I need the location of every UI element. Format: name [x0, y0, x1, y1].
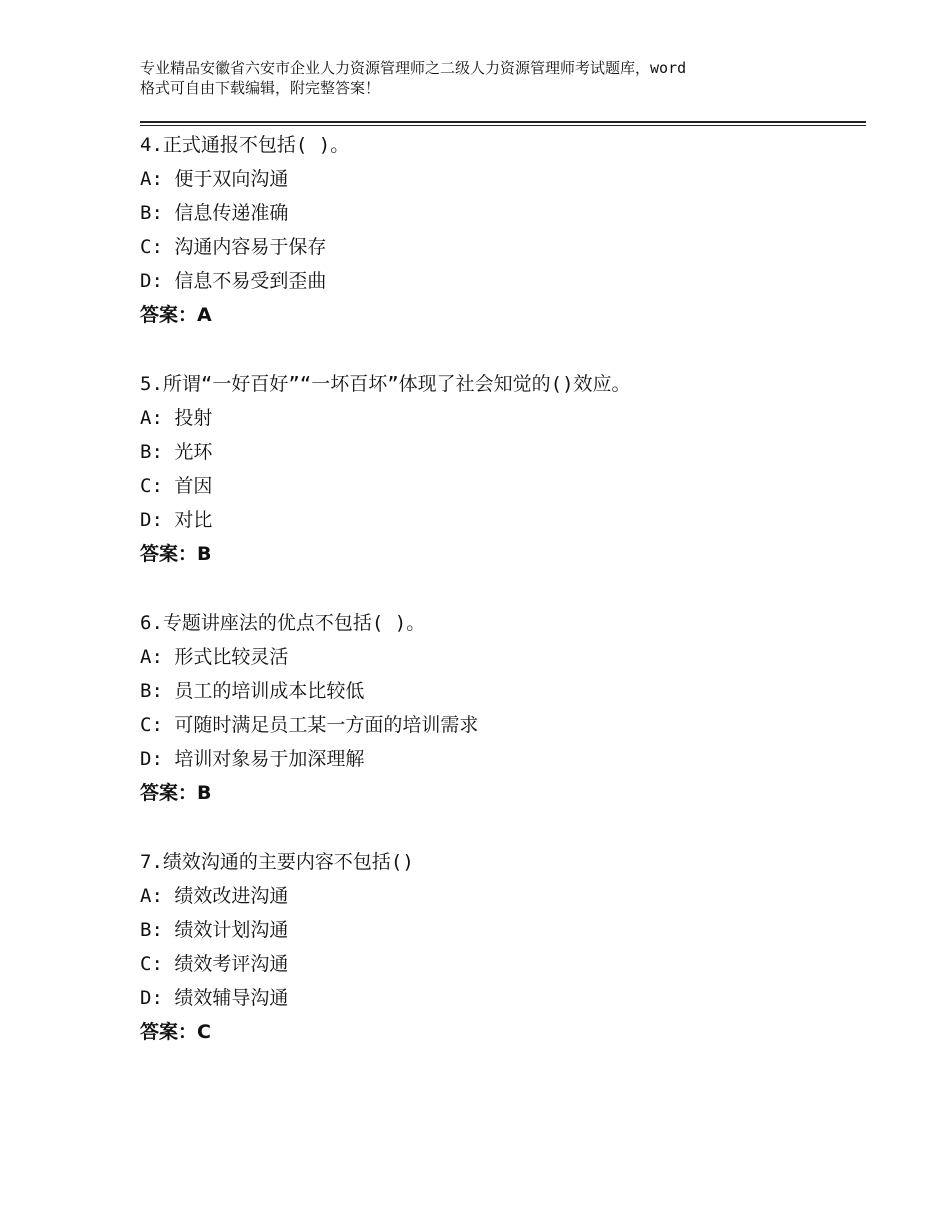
question-spacer [140, 810, 860, 845]
question-text: 4.正式通报不包括( )。 [140, 134, 350, 156]
option-b: B: 员工的培训成本比较低 [140, 680, 365, 702]
question-6 [140, 606, 860, 810]
header-line-1: 专业精品安徽省六安市企业人力资源管理师之二级人力资源管理师考试题库，word [140, 59, 687, 77]
question-4 [140, 128, 860, 332]
option-c: C: 沟通内容易于保存 [140, 236, 327, 258]
header-divider-thin [140, 125, 866, 126]
question-list [140, 128, 860, 1049]
option-b: B: 光环 [140, 441, 213, 463]
option-b: B: 信息传递准确 [140, 202, 289, 224]
option-d: D: 培训对象易于加深理解 [140, 748, 365, 770]
question-7 [140, 845, 860, 1049]
option-a: A: 便于双向沟通 [140, 168, 289, 190]
option-c: C: 首因 [140, 475, 213, 497]
question-5 [140, 367, 860, 571]
answer-label: 答案：A [140, 304, 212, 326]
question-spacer [140, 571, 860, 606]
option-c: C: 绩效考评沟通 [140, 953, 289, 975]
document-header [140, 58, 840, 98]
option-d: D: 绩效辅导沟通 [140, 987, 289, 1009]
option-a: A: 投射 [140, 407, 213, 429]
question-text: 6.专题讲座法的优点不包括( )。 [140, 612, 426, 634]
option-b: B: 绩效计划沟通 [140, 919, 289, 941]
question-text: 5.所谓“一好百好”“一坏百坏”体现了社会知觉的()效应。 [140, 373, 631, 395]
question-spacer [140, 332, 860, 367]
option-a: A: 形式比较灵活 [140, 646, 289, 668]
question-text: 7.绩效沟通的主要内容不包括() [140, 851, 414, 873]
header-divider-thick [140, 121, 866, 123]
answer-label: 答案：B [140, 782, 212, 804]
answer-label: 答案：B [140, 543, 212, 565]
option-d: D: 信息不易受到歪曲 [140, 270, 327, 292]
header-line-2: 格式可自由下载编辑，附完整答案！ [140, 79, 381, 97]
option-a: A: 绩效改进沟通 [140, 885, 289, 907]
option-c: C: 可随时满足员工某一方面的培训需求 [140, 714, 479, 736]
answer-label: 答案：C [140, 1021, 211, 1043]
option-d: D: 对比 [140, 509, 213, 531]
